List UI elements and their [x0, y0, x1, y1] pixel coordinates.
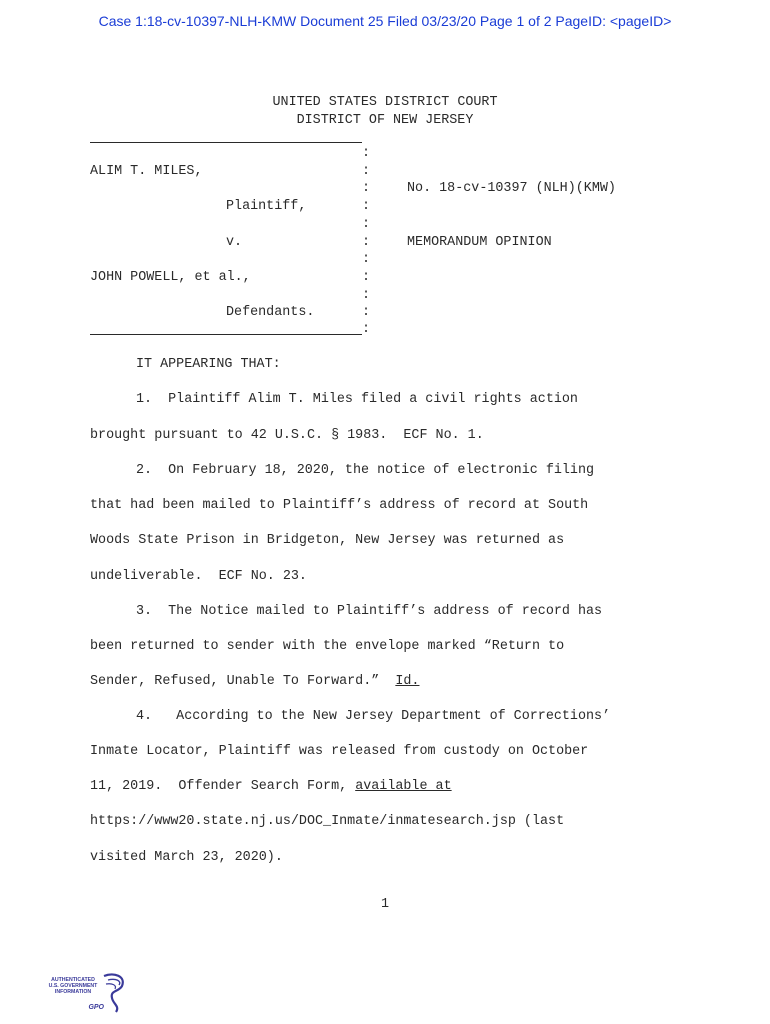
- case-number: No. 18-cv-10397 (NLH)(KMW): [407, 181, 616, 196]
- caption-colon: :: [362, 288, 371, 303]
- gpo-eagle-icon: [100, 972, 130, 1016]
- paragraph-4-text: 11, 2019. Offender Search Form,: [90, 779, 356, 794]
- intro-line: IT APPEARING THAT:: [136, 357, 281, 372]
- paragraph-2-line: 2. On February 18, 2020, the notice of electronic filing: [136, 463, 595, 478]
- page-number: 1: [380, 897, 390, 912]
- caption-top-rule: [90, 142, 362, 143]
- gpo-seal-line: INFORMATION: [54, 988, 92, 995]
- paragraph-3-line: been returned to sender with the envelope marked “Return to: [90, 639, 565, 654]
- paragraph-1-line: brought pursuant to 42 U.S.C. § 1983. ECF No. 1.: [90, 428, 484, 443]
- paragraph-2-line: Woods State Prison in Bridgeton, New Jersey was returned as: [90, 533, 565, 548]
- paragraph-3-line: [90, 674, 690, 689]
- caption-colon: :: [362, 181, 371, 196]
- caption-colon: :: [362, 217, 371, 232]
- caption-colon: :: [362, 270, 371, 285]
- id-citation: Id.: [395, 674, 420, 689]
- paragraph-3-line: 3. The Notice mailed to Plaintiff’s address of record has: [136, 604, 603, 619]
- gpo-seal-line: AUTHENTICATED: [51, 977, 95, 983]
- caption-colon: :: [362, 235, 371, 250]
- gpo-seal-line: U.S. GOVERNMENT: [48, 982, 98, 989]
- available-at-signal: available at: [355, 779, 452, 794]
- caption-colon: :: [362, 199, 371, 214]
- caption-colon: :: [362, 305, 371, 320]
- case-header: Case 1:18-cv-10397-NLH-KMW Document 25 Filed 03/23/20 Page 1 of 2 PageID: <pageID>: [98, 13, 672, 29]
- versus: v.: [226, 235, 243, 250]
- gpo-authentication-seal: [42, 970, 132, 1016]
- document-type: MEMORANDUM OPINION: [407, 235, 552, 250]
- gpo-mark: GPO: [88, 1004, 104, 1011]
- court-name: UNITED STATES DISTRICT COURT: [272, 95, 498, 110]
- paragraph-4-line: Inmate Locator, Plaintiff was released from custody on October: [90, 744, 589, 759]
- gpo-seal-text: [42, 978, 104, 995]
- court-heading: [0, 94, 770, 130]
- caption-colon: :: [362, 322, 371, 337]
- caption-colon: :: [362, 164, 371, 179]
- defendant-name: JOHN POWELL, et al.,: [90, 270, 251, 285]
- paragraph-4-url-line: https://www20.state.nj.us/DOC_Inmate/inmatesearch.jsp (last: [90, 814, 565, 829]
- paragraph-2-line: that had been mailed to Plaintiff’s address of record at South: [90, 498, 589, 513]
- paragraph-1-line: 1. Plaintiff Alim T. Miles filed a civil rights action: [136, 392, 578, 407]
- paragraph-4-line: visited March 23, 2020).: [90, 850, 283, 865]
- plaintiff-role: Plaintiff,: [226, 199, 307, 214]
- paragraph-4-line: 4. According to the New Jersey Department of Corrections’: [136, 709, 611, 724]
- paragraph-2-line: undeliverable. ECF No. 23.: [90, 569, 307, 584]
- caption-colon: :: [362, 252, 371, 267]
- caption-bottom-rule: [90, 334, 362, 335]
- court-district: DISTRICT OF NEW JERSEY: [296, 113, 474, 128]
- paragraph-3-text: Sender, Refused, Unable To Forward.”: [90, 674, 396, 689]
- defendant-role: Defendants.: [226, 305, 315, 320]
- paragraph-4-line: [90, 779, 690, 794]
- caption-colon: :: [362, 146, 371, 161]
- plaintiff-name: ALIM T. MILES,: [90, 164, 203, 179]
